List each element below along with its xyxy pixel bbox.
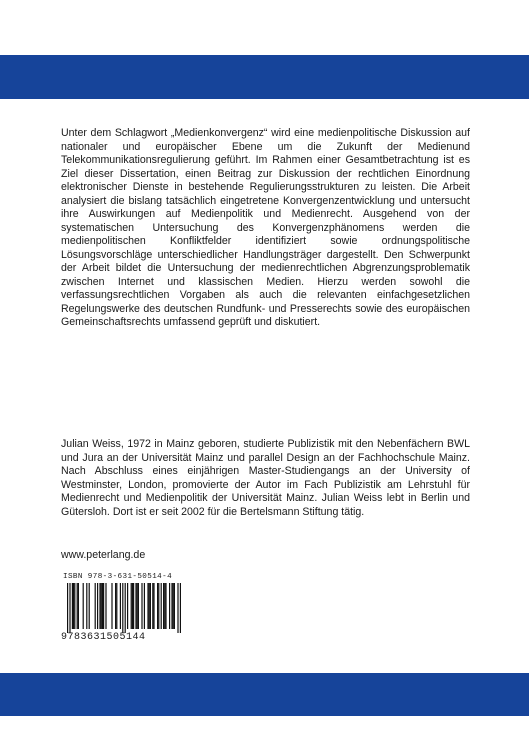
barcode-bar	[144, 583, 145, 629]
barcode-bar	[102, 583, 103, 629]
barcode-bar	[111, 583, 112, 629]
barcode-bar	[165, 583, 166, 629]
barcode-bar	[131, 583, 132, 629]
barcode-bar	[157, 583, 158, 629]
barcode-bar	[161, 583, 162, 629]
barcode-bar	[141, 583, 142, 629]
barcode-bar	[72, 583, 73, 629]
barcode-bar	[89, 583, 90, 629]
barcode-bar	[158, 583, 159, 629]
barcode-bar	[173, 583, 174, 629]
barcode-bar	[164, 583, 165, 629]
barcode-bar	[125, 583, 126, 633]
barcode-bar	[78, 583, 79, 629]
barcode-bar	[103, 583, 104, 629]
barcode-bar	[138, 583, 139, 629]
barcode-bar	[122, 583, 123, 633]
barcode-bar	[132, 583, 133, 629]
barcode-bar	[69, 583, 70, 633]
barcode-bar	[147, 583, 148, 629]
barcode-bar	[115, 583, 116, 629]
barcode-icon	[61, 583, 187, 633]
publisher-website[interactable]: www.peterlang.de	[61, 549, 146, 561]
barcode-bar	[174, 583, 175, 629]
barcode-bar	[127, 583, 128, 629]
barcode-bar	[73, 583, 74, 629]
barcode-bar	[77, 583, 78, 629]
barcode-bar	[101, 583, 102, 629]
barcode-bar	[177, 583, 178, 633]
barcode-bar	[120, 583, 121, 629]
bottom-color-band	[0, 673, 529, 716]
barcode-bar	[116, 583, 117, 629]
barcode-bar	[152, 583, 153, 629]
barcode-digits: 9783631505144	[61, 632, 146, 643]
isbn-label: ISBN 978-3-631-50514-4	[63, 573, 173, 581]
barcode-bar	[149, 583, 150, 629]
barcode-bar	[83, 583, 84, 629]
author-biography: Julian Weiss, 1972 in Mainz geboren, studierte Publizistik mit den Nebenfächern BWL und Jura an der Universität Mainz und parallel Design an der Fachhochschule Mainz. Nach Abschluss eines einjährigen Master-Studiengangs an der University of Westminster, London, promovierte der Autor im Fach Publizistik am Lehrstuhl für Medienrecht und Medienpolitik der Universität Mainz. Julian Weiss lebt in Berlin und Gütersloh. Dort ist er seit 2002 für die Bertelsmann Stiftung tätig.	[61, 438, 470, 518]
barcode-bar	[171, 583, 172, 629]
barcode-bar	[99, 583, 100, 629]
barcode-bar	[180, 583, 181, 633]
isbn-barcode-block	[61, 573, 187, 643]
top-color-band	[0, 55, 529, 99]
barcode-bar	[86, 583, 87, 629]
barcode-bar	[137, 583, 138, 629]
barcode-bar	[97, 583, 98, 629]
barcode-bar	[95, 583, 96, 629]
barcode-bar	[153, 583, 154, 629]
barcode-bar	[133, 583, 134, 629]
barcode-bar	[105, 583, 106, 629]
barcode-bar	[150, 583, 151, 629]
barcode-bar	[67, 583, 68, 633]
barcode-bar	[74, 583, 75, 629]
barcode-bar	[163, 583, 164, 629]
book-summary: Unter dem Schlagwort „Medienkonvergenz“ wird eine medienpolitische Diskussion auf nationaler und europäischer Ebene um die Zukunft der Medienund Telekommunikationsregulierung geführt. Im Rahmen einer Gesamtbetrachtung ist es Ziel dieser Dissertation, einen Beitrag zur Diskussion der rechtlichen Einordnung elektronischer Dienste in bestehende Regulierungsstrukturen zu leisten. Die Arbeit analysiert die bislang tatsächlich eingetretene Konvergenzentwicklung und untersucht ihre Auswirkungen auf Medienpolitik und Medienrecht. Ausgehend von der systematischen Untersuchung des Konvergenzphänomens werden die medienpolitischen Konfliktfelder identifiziert sowie ordnungspolitische Lösungsvorschläge unterschiedlicher Handlungsträger dargestellt. Den Schwerpunkt der Arbeit bildet die Untersuchung der medienrechtlichen Abgrenzungsproblematik zwischen Internet und klassischen Medien. Hierzu werden sowohl die verfassungsrechtlichen Vorgaben als auch die relevanten einfachgesetzlichen Regelungswerke des deutschen Rundfunk- und Presserechts sowie des europäischen Gemeinschaftsrechts umfassend geprüft und diskutiert.	[61, 127, 470, 328]
barcode-bar	[169, 583, 170, 629]
barcode-bar	[135, 583, 136, 629]
